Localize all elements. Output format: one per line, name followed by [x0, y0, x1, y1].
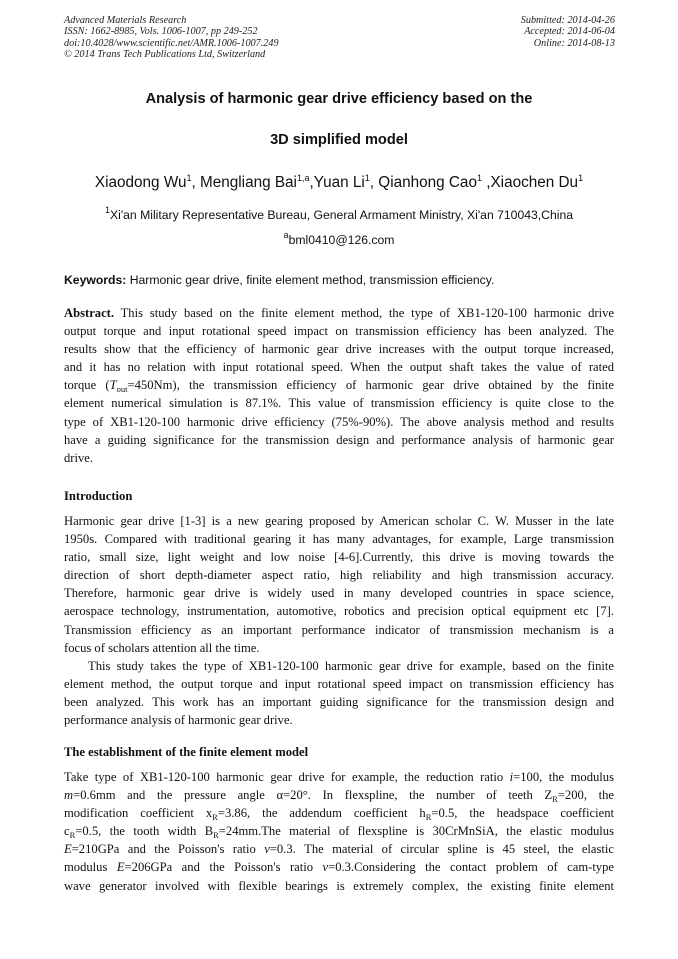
- abstract-line: have a guiding significance for the transmission design and performance analysis of harmonic gear: [64, 432, 614, 447]
- abstract: [64, 304, 614, 467]
- abstract-line: output torque and input rotational speed impact on transmission efficiency has been analyzed. The: [64, 324, 614, 339]
- paragraph-line: aerospace technology, instrumentation, automotive, robotics and precision optical equipment etc [7].: [64, 604, 614, 619]
- paragraph-line: element method, the output torque and input rotational speed impact on transmission efficiency has: [64, 676, 614, 691]
- author-affil-mark: 1: [364, 173, 370, 183]
- author-separator: ,: [191, 174, 201, 191]
- copyright-line: © 2014 Trans Tech Publications Ltd, Switzerland: [64, 49, 266, 61]
- accepted-date: Accepted: 2014-06-04: [524, 26, 615, 38]
- issn-line: ISSN: 1662-8985, Vols. 1006-1007, pp 249-252: [64, 26, 258, 38]
- paragraph-line: performance analysis of harmonic gear drive.: [64, 713, 293, 728]
- email-line: [0, 230, 678, 247]
- fem-section-heading: The establishment of the finite element model: [64, 745, 309, 759]
- paragraph-line: wave generator involved with flexible bearings is extremely complex, the existing finite element: [64, 878, 614, 893]
- author-list: [0, 174, 678, 192]
- affiliation-text: Xi'an Military Representative Bureau, General Armament Ministry, Xi'an 710043,China: [109, 208, 574, 222]
- paper-title-line-2: 3D simplified model: [270, 132, 408, 148]
- author-name: Qianhong Cao: [378, 174, 477, 191]
- abstract-line: Abstract. This study based on the finite element method, the type of XB1-120-100 harmonic drive: [64, 306, 614, 320]
- abstract-line: element numerical simulation is 87.1%. This value of transmission efficiency is quite close to the: [64, 396, 614, 411]
- paragraph-line: E=210GPa and the Poisson's ratio ν=0.3. The material of circular spline is 45 steel, the elastic: [64, 842, 614, 857]
- paragraph-line: been analyzed. This work has an important guiding significance for the transmission design and: [64, 694, 614, 709]
- introduction-heading: Introduction: [64, 489, 133, 503]
- keywords-label: Keywords:: [64, 273, 127, 287]
- paragraph-line: modification coefficient $x_R=3.86$, the addendum coefficient $h_R=0.5$, the headspace coefficient: [64, 806, 614, 823]
- paragraph-line: 1950s. Compared with traditional gearing it has many advantages, for example, Large transmission: [64, 532, 614, 547]
- journal-info: [64, 15, 279, 61]
- author-affil-mark: 1: [476, 173, 482, 183]
- email-mark: a: [283, 230, 289, 240]
- paragraph-line: modulus E=206GPa and the Poisson's ratio ν=0.3.Considering the contact problem of cam-type: [64, 860, 614, 875]
- keywords: [64, 273, 616, 287]
- submitted-date: Submitted: 2014-04-26: [520, 15, 615, 26]
- author-separator: ,: [309, 174, 314, 191]
- abstract-line: and it has no relation with input rotational speed. When the output shaft takes the value of rated: [64, 360, 614, 375]
- doi-line: doi:10.4028/www.scientific.net/AMR.1006-1007.249: [64, 37, 279, 49]
- paragraph-line: m=0.6mm and the pressure angle α=20°. In flexspline, the number of teeth $Z_R=200$, the: [64, 788, 614, 805]
- introduction-paragraph-1: [64, 512, 614, 729]
- fem-paragraph: [64, 768, 614, 895]
- paragraph-line: Transmission efficiency as an important performance indicator of transmission mechanism is a: [64, 622, 614, 637]
- author-separator: ,: [369, 174, 379, 191]
- paragraph-line: Take type of XB1-120-100 harmonic gear drive for example, the reduction ratio i=100, the modulus: [64, 770, 614, 784]
- author-affil-mark: 1,a: [296, 173, 310, 183]
- abstract-line: results show that the efficiency of harmonic gear drive increases with the output torque increased,: [64, 342, 614, 357]
- online-date: Online: 2014-08-13: [533, 37, 615, 49]
- author-affil-mark: 1: [186, 173, 192, 183]
- abstract-label: Abstract.: [64, 306, 115, 320]
- author-affil-mark: 1: [578, 173, 584, 183]
- abstract-line: torque $(T_{out}=450Nm)$, the transmission efficiency of harmonic gear drive obtained by the finite: [64, 378, 615, 395]
- paragraph-line: Harmonic gear drive [1-3] is a new gearing proposed by American scholar C. W. Musser in the late: [64, 514, 614, 528]
- paragraph-line: direction of short depth-diameter aspect ratio, high reliability and high transmission accuracy.: [64, 568, 614, 583]
- affiliation: [0, 205, 678, 222]
- abstract-line: type of XB1-120-100 harmonic drive efficiency (75%-90%). The above analysis method and results: [64, 414, 614, 429]
- author-separator: ,: [481, 174, 491, 191]
- author-name: Yuan Li: [313, 174, 365, 191]
- author-email: bml0410@126.com: [288, 233, 395, 247]
- paragraph-line: Therefore, harmonic gear drive is widely used in many developed countries in space science,: [64, 586, 614, 601]
- paragraph-line: ratio, small size, light weight and low noise [4-6].Currently, this drive is moving towards the: [64, 550, 614, 565]
- paragraph-line: $c_R=0.5$, the tooth width $B_R=24mm.The$ material of flexspline is 30CrMnSiA, the elastic modulus: [64, 824, 614, 841]
- author-name: Mengliang Bai: [200, 174, 297, 191]
- paper-title-line-1: Analysis of harmonic gear drive efficiency based on the: [145, 91, 533, 107]
- paragraph-line: focus of scholars attention all the time.: [64, 640, 260, 655]
- affiliation-mark: 1: [104, 205, 110, 215]
- paragraph-line: This study takes the type of XB1-120-100 harmonic gear drive for example, based on the finite: [88, 658, 614, 673]
- author-name: Xiaodong Wu: [94, 174, 187, 191]
- abstract-line: drive.: [64, 450, 94, 465]
- keywords-text: Harmonic gear drive, finite element method, transmission efficiency.: [126, 273, 495, 287]
- submission-dates: [521, 15, 615, 49]
- author-name: Xiaochen Du: [490, 174, 579, 191]
- journal-name: Advanced Materials Research: [64, 15, 187, 26]
